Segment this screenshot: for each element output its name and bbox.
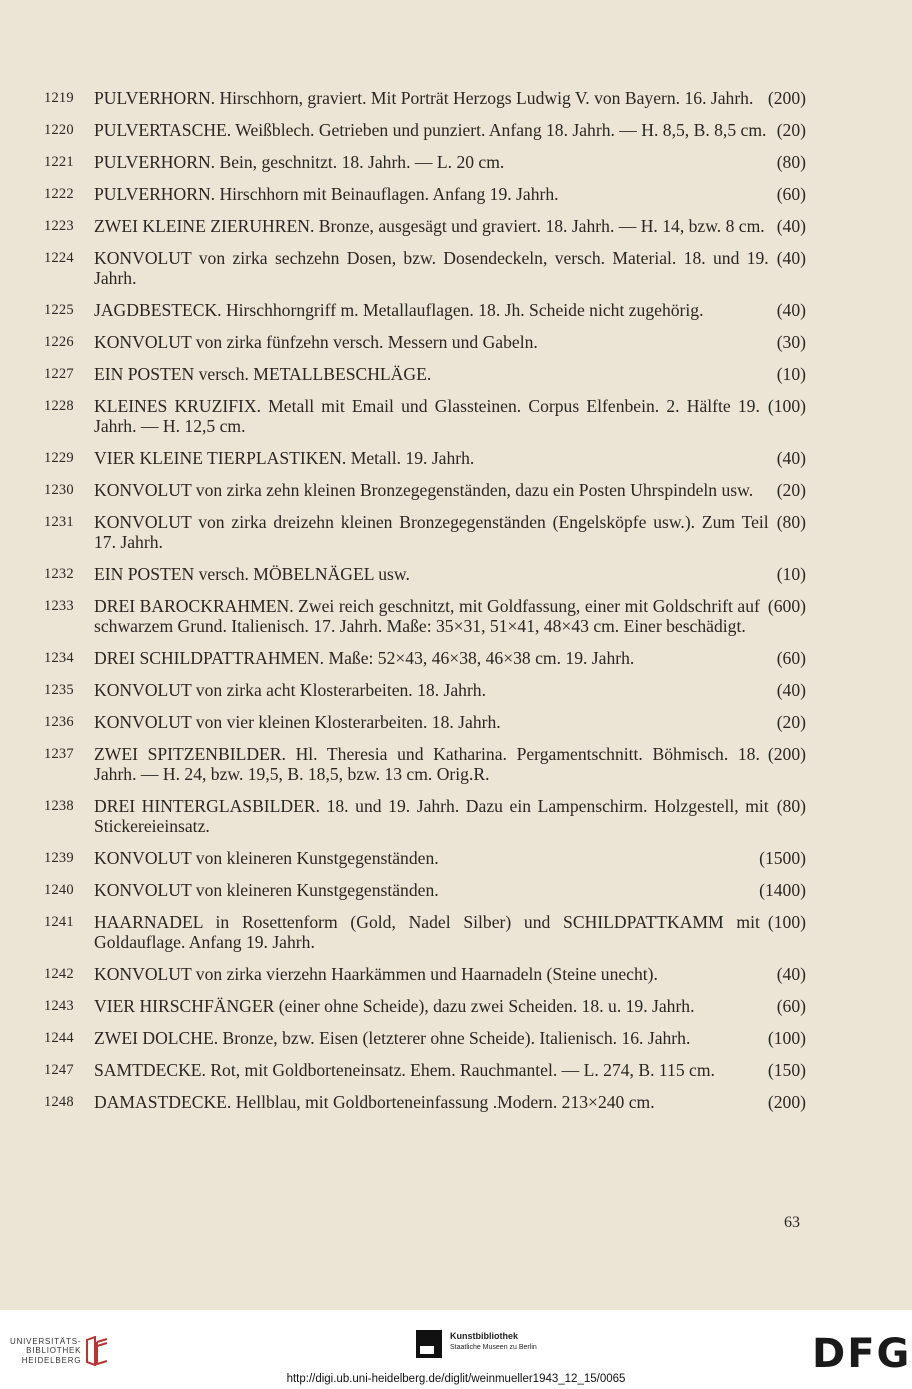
catalog-entry xyxy=(44,648,806,668)
catalog-entry xyxy=(44,1060,806,1080)
lot-description: KONVOLUT von zirka acht Klosterarbeiten. 18. Jahrh. xyxy=(94,680,487,700)
lot-number: 1237 xyxy=(44,746,74,762)
lot-estimate: (1400) xyxy=(759,880,806,900)
catalog-entry xyxy=(44,216,806,236)
lot-number: 1238 xyxy=(44,798,74,814)
lot-estimate: (10) xyxy=(776,364,806,384)
lot-description-block xyxy=(94,744,806,784)
university-library-emblem-icon xyxy=(85,1336,109,1366)
lot-estimate: (40) xyxy=(776,964,806,984)
lot-description: DREI BAROCKRAHMEN. Zwei reich geschnitzt, mit Goldfassung, einer mit Goldschrift auf schwarzem Grund. Italienisch. 17. Jahrh. Maße: 35×31, 51×41, 48×43 cm. Einer beschädigt. xyxy=(94,596,760,636)
university-library-logo-text: UNIVERSITÄTS- BIBLIOTHEK HEIDELBERG xyxy=(10,1336,82,1365)
lot-number: 1230 xyxy=(44,482,74,498)
catalog-entry xyxy=(44,364,806,384)
catalog-entry xyxy=(44,332,806,352)
lot-number: 1248 xyxy=(44,1094,74,1110)
lot-estimate: (10) xyxy=(776,564,806,584)
lot-description: KLEINES KRUZIFIX. Metall mit Email und Glassteinen. Corpus Elfenbein. 2. Hälfte 19. Jahrh. — H. 12,5 cm. xyxy=(94,396,760,436)
lot-description-block xyxy=(94,848,806,868)
lot-description: JAGDBESTECK. Hirschhorngriff m. Metallauflagen. 18. Jh. Scheide nicht zugehörig. xyxy=(94,300,704,320)
catalog-entry xyxy=(44,120,806,140)
lot-estimate: (200) xyxy=(767,744,806,764)
lot-description: KONVOLUT von zirka sechzehn Dosen, bzw. Dosendeckeln, versch. Material. 18. und 19. Jahrh. xyxy=(94,248,769,288)
lot-number: 1240 xyxy=(44,882,74,898)
lot-description-block xyxy=(94,648,806,668)
lot-number: 1222 xyxy=(44,186,74,202)
lot-estimate: (80) xyxy=(776,152,806,172)
lot-estimate: (100) xyxy=(767,396,806,416)
lot-estimate: (60) xyxy=(776,648,806,668)
lot-description-block xyxy=(94,364,806,384)
lot-estimate: (150) xyxy=(767,1060,806,1080)
catalog-entry xyxy=(44,152,806,172)
lot-description-block xyxy=(94,300,806,320)
lot-description-block xyxy=(94,1028,806,1048)
lot-estimate: (80) xyxy=(776,796,806,816)
lot-description-block xyxy=(94,120,806,140)
lot-description-block xyxy=(94,996,806,1016)
footer xyxy=(0,1310,912,1389)
lot-description: VIER KLEINE TIERPLASTIKEN. Metall. 19. Jahrh. xyxy=(94,448,475,468)
catalog-entry xyxy=(44,1092,806,1112)
lot-description-block xyxy=(94,152,806,172)
catalog-entry xyxy=(44,680,806,700)
lot-description: EIN POSTEN versch. MÖBELNÄGEL usw. xyxy=(94,564,410,584)
lot-description: ZWEI DOLCHE. Bronze, bzw. Eisen (letzterer ohne Scheide). Italienisch. 16. Jahrh. xyxy=(94,1028,691,1048)
lot-description: DREI SCHILDPATTRAHMEN. Maße: 52×43, 46×38, 46×38 cm. 19. Jahrh. xyxy=(94,648,635,668)
catalog-entry xyxy=(44,796,806,836)
lot-number: 1232 xyxy=(44,566,74,582)
lot-number: 1227 xyxy=(44,366,74,382)
catalog-entry xyxy=(44,300,806,320)
lot-description: KONVOLUT von kleineren Kunstgegenständen. xyxy=(94,880,439,900)
lot-estimate: (40) xyxy=(776,300,806,320)
lot-estimate: (200) xyxy=(767,1092,806,1112)
lot-description-block xyxy=(94,796,806,836)
lot-estimate: (20) xyxy=(776,712,806,732)
lot-number: 1220 xyxy=(44,122,74,138)
dfg-logo[interactable]: DFG xyxy=(812,1331,912,1377)
lot-number: 1243 xyxy=(44,998,74,1014)
lot-description: ZWEI KLEINE ZIERUHREN. Bronze, ausgesägt und graviert. 18. Jahrh. — H. 14, bzw. 8 cm. xyxy=(94,216,765,236)
lot-description: KONVOLUT von kleineren Kunstgegenständen. xyxy=(94,848,439,868)
kunstbibliothek-logo[interactable] xyxy=(416,1330,537,1358)
lot-description-block xyxy=(94,596,806,636)
lot-description: SAMTDECKE. Rot, mit Goldborteneinsatz. Ehem. Rauchmantel. — L. 274, B. 115 cm. xyxy=(94,1060,715,1080)
permalink-url[interactable]: http://digi.ub.uni-heidelberg.de/diglit/weinmueller1943_12_15/0065 xyxy=(286,1373,626,1385)
catalog-entry xyxy=(44,88,806,108)
lot-description: VIER HIRSCHFÄNGER (einer ohne Scheide), dazu zwei Scheiden. 18. u. 19. Jahrh. xyxy=(94,996,695,1016)
lot-estimate: (40) xyxy=(776,248,806,268)
lot-description-block xyxy=(94,1092,806,1112)
lot-description-block xyxy=(94,216,806,236)
lot-number: 1221 xyxy=(44,154,74,170)
lot-number: 1231 xyxy=(44,514,74,530)
lot-number: 1239 xyxy=(44,850,74,866)
lot-description: ZWEI SPITZENBILDER. Hl. Theresia und Katharina. Pergamentschnitt. Böhmisch. 18. Jahrh. — H. 24, bzw. 19,5, B. 18,5, bzw. 13 cm. Orig.R. xyxy=(94,744,760,784)
lot-number: 1234 xyxy=(44,650,74,666)
lot-description: HAARNADEL in Rosettenform (Gold, Nadel Silber) und SCHILDPATTKAMM mit Goldauflage. Anfang 19. Jahrh. xyxy=(94,912,760,952)
lot-estimate: (20) xyxy=(776,480,806,500)
lot-description-block xyxy=(94,712,806,732)
catalog-entry xyxy=(44,964,806,984)
catalog-entry xyxy=(44,480,806,500)
lot-description-block xyxy=(94,332,806,352)
catalog-entry xyxy=(44,744,806,784)
lot-estimate: (200) xyxy=(767,88,806,108)
catalog-entry xyxy=(44,880,806,900)
lot-description: DREI HINTERGLASBILDER. 18. und 19. Jahrh. Dazu ein Lampenschirm. Holzgestell, mit Stickereieinsatz. xyxy=(94,796,769,836)
lot-description-block xyxy=(94,1060,806,1080)
lot-estimate: (100) xyxy=(767,1028,806,1048)
lot-number: 1225 xyxy=(44,302,74,318)
lot-number: 1223 xyxy=(44,218,74,234)
lot-estimate: (40) xyxy=(776,216,806,236)
lot-estimate: (60) xyxy=(776,184,806,204)
catalog-entry xyxy=(44,712,806,732)
catalog-entry xyxy=(44,996,806,1016)
lot-number: 1236 xyxy=(44,714,74,730)
lot-number: 1242 xyxy=(44,966,74,982)
catalog-entry xyxy=(44,248,806,288)
page-number: 63 xyxy=(784,1214,800,1231)
catalog-entry xyxy=(44,848,806,868)
lot-description-block xyxy=(94,184,806,204)
lot-description-block xyxy=(94,88,806,108)
lot-description-block xyxy=(94,396,806,436)
lot-description: PULVERHORN. Bein, geschnitzt. 18. Jahrh. — L. 20 cm. xyxy=(94,152,505,172)
lot-description-block xyxy=(94,248,806,288)
lot-description-block xyxy=(94,964,806,984)
lot-number: 1228 xyxy=(44,398,74,414)
catalog-entry xyxy=(44,448,806,468)
lot-estimate: (40) xyxy=(776,680,806,700)
lot-estimate: (80) xyxy=(776,512,806,532)
lot-description-block xyxy=(94,912,806,952)
catalog-entry xyxy=(44,184,806,204)
lot-description: KONVOLUT von zirka zehn kleinen Bronzegegenständen, dazu ein Posten Uhrspindeln usw. xyxy=(94,480,754,500)
lot-description: PULVERHORN. Hirschhorn, graviert. Mit Porträt Herzogs Ludwig V. von Bayern. 16. Jahrh. xyxy=(94,88,754,108)
lot-number: 1247 xyxy=(44,1062,74,1078)
lot-description: KONVOLUT von zirka vierzehn Haarkämmen und Haarnadeln (Steine unecht). xyxy=(94,964,658,984)
catalog-entry xyxy=(44,564,806,584)
lot-description: KONVOLUT von zirka dreizehn kleinen Bronzegegenständen (Engelsköpfe usw.). Zum Teil 17. Jahrh. xyxy=(94,512,769,552)
kunstbibliothek-emblem-icon xyxy=(416,1330,442,1358)
catalog-entry xyxy=(44,596,806,636)
lot-description-block xyxy=(94,680,806,700)
lot-number: 1241 xyxy=(44,914,74,930)
lot-number: 1224 xyxy=(44,250,74,266)
catalog-entries xyxy=(44,88,806,1124)
catalog-entry xyxy=(44,912,806,952)
lot-estimate: (40) xyxy=(776,448,806,468)
lot-estimate: (1500) xyxy=(759,848,806,868)
lot-description: DAMASTDECKE. Hellblau, mit Goldborteneinfassung .Modern. 213×240 cm. xyxy=(94,1092,655,1112)
catalog-entry xyxy=(44,396,806,436)
lot-number: 1244 xyxy=(44,1030,74,1046)
catalog-entry xyxy=(44,512,806,552)
lot-estimate: (100) xyxy=(767,912,806,932)
lot-number: 1229 xyxy=(44,450,74,466)
university-library-logo[interactable] xyxy=(10,1336,109,1366)
lot-number: 1235 xyxy=(44,682,74,698)
lot-description-block xyxy=(94,448,806,468)
lot-description: KONVOLUT von vier kleinen Klosterarbeiten. 18. Jahrh. xyxy=(94,712,501,732)
lot-number: 1226 xyxy=(44,334,74,350)
lot-description-block xyxy=(94,880,806,900)
lot-estimate: (20) xyxy=(776,120,806,140)
lot-description: KONVOLUT von zirka fünfzehn versch. Messern und Gabeln. xyxy=(94,332,538,352)
museum-subtitle: Staatliche Museen zu Berlin xyxy=(450,1344,537,1351)
catalog-entry xyxy=(44,1028,806,1048)
lot-description: PULVERTASCHE. Weißblech. Getrieben und punziert. Anfang 18. Jahrh. — H. 8,5, B. 8,5 cm. xyxy=(94,120,767,140)
lot-description-block xyxy=(94,512,806,552)
lot-description: EIN POSTEN versch. METALLBESCHLÄGE. xyxy=(94,364,432,384)
lot-number: 1219 xyxy=(44,90,74,106)
lot-description-block xyxy=(94,480,806,500)
lot-estimate: (30) xyxy=(776,332,806,352)
lot-description: PULVERHORN. Hirschhorn mit Beinauflagen. Anfang 19. Jahrh. xyxy=(94,184,559,204)
lot-description-block xyxy=(94,564,806,584)
lot-number: 1233 xyxy=(44,598,74,614)
museum-title: Kunstbibliothek xyxy=(450,1331,518,1341)
lot-estimate: (60) xyxy=(776,996,806,1016)
lot-estimate: (600) xyxy=(767,596,806,616)
